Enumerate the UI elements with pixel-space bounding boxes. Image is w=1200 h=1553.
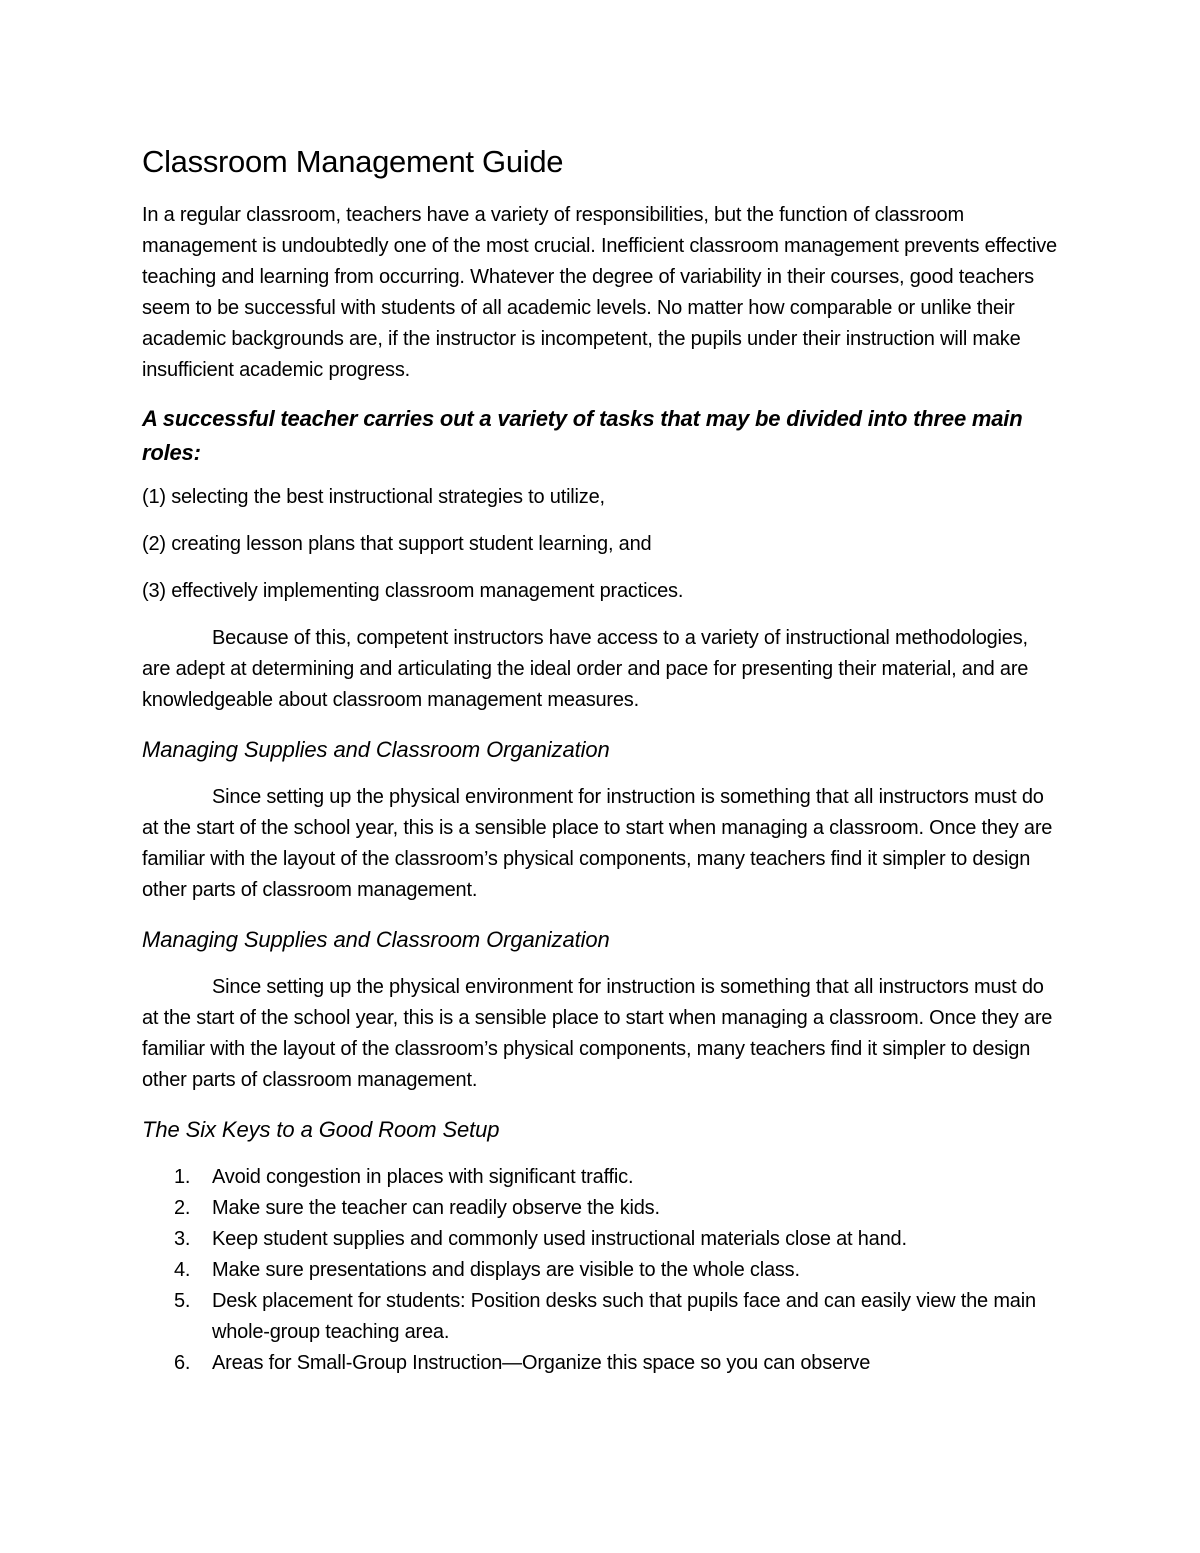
section-paragraph: Since setting up the physical environment for instruction is something that all instructors must do at the start of the school year, this is a sensible place to start when managing a classroom. Once they are familiar with the layout of the classroom’s physical components, many teachers find it simpler to design other parts of classroom management. bbox=[142, 976, 1053, 1091]
list-item-text: Areas for Small-Group Instruction—Organize this space so you can observe bbox=[212, 1352, 871, 1374]
section-paragraph: Since setting up the physical environment for instruction is something that all instructors must do at the start of the school year, this is a sensible place to start when managing a classroom. Once they are familiar with the layout of the classroom’s physical components, many teachers find it simpler to design other parts of classroom management. bbox=[142, 786, 1053, 901]
intro-paragraph: In a regular classroom, teachers have a variety of responsibilities, but the function of classroom management is undoubtedly one of the most crucial. Inefficient classroom management prevents effective teaching and learning from occurring. Whatever the degree of variability in their courses, good teachers seem to be successful with students of all academic levels. No matter how comparable or unlike their academic backgrounds are, if the instructor is incompetent, the pupils under their instruction will make insufficient academic progress. bbox=[142, 204, 1057, 381]
list-item-number: 1. bbox=[174, 1166, 191, 1188]
section-heading: Managing Supplies and Classroom Organization bbox=[142, 927, 610, 952]
document-title: Classroom Management Guide bbox=[142, 144, 564, 179]
list-item bbox=[142, 1193, 1057, 1224]
list-item-text: Desk placement for students: Position desks such that pupils face and can easily view the main whole-group teaching area. bbox=[212, 1290, 1036, 1343]
list-item bbox=[142, 1255, 1057, 1286]
role-item: (2) creating lesson plans that support student learning, and bbox=[142, 533, 652, 555]
role-item: (1) selecting the best instructional strategies to utilize, bbox=[142, 486, 605, 508]
roles-summary-paragraph: Because of this, competent instructors have access to a variety of instructional methodologies, are adept at determining and articulating the ideal order and pace for presenting their material, and are knowledgeable about classroom management measures. bbox=[142, 627, 1029, 711]
list-item bbox=[142, 1162, 1057, 1193]
list-item bbox=[142, 1348, 1057, 1379]
roles-heading: A successful teacher carries out a variety of tasks that may be divided into three main roles: bbox=[142, 406, 1023, 465]
list-item-number: 5. bbox=[174, 1290, 191, 1312]
keys-heading: The Six Keys to a Good Room Setup bbox=[142, 1117, 500, 1142]
document-page bbox=[142, 140, 1057, 1379]
list-item-number: 4. bbox=[174, 1259, 191, 1281]
list-item-text: Keep student supplies and commonly used instructional materials close at hand. bbox=[212, 1228, 907, 1250]
list-item-text: Make sure the teacher can readily observe the kids. bbox=[212, 1197, 660, 1219]
list-item-text: Avoid congestion in places with significant traffic. bbox=[212, 1166, 634, 1188]
list-item bbox=[142, 1286, 1057, 1348]
list-item-text: Make sure presentations and displays are visible to the whole class. bbox=[212, 1259, 800, 1281]
list-item bbox=[142, 1224, 1057, 1255]
list-item-number: 6. bbox=[174, 1352, 191, 1374]
list-item-number: 2. bbox=[174, 1197, 191, 1219]
role-item: (3) effectively implementing classroom management practices. bbox=[142, 580, 684, 602]
keys-list bbox=[142, 1162, 1057, 1379]
section-heading: Managing Supplies and Classroom Organization bbox=[142, 737, 610, 762]
list-item-number: 3. bbox=[174, 1228, 191, 1250]
